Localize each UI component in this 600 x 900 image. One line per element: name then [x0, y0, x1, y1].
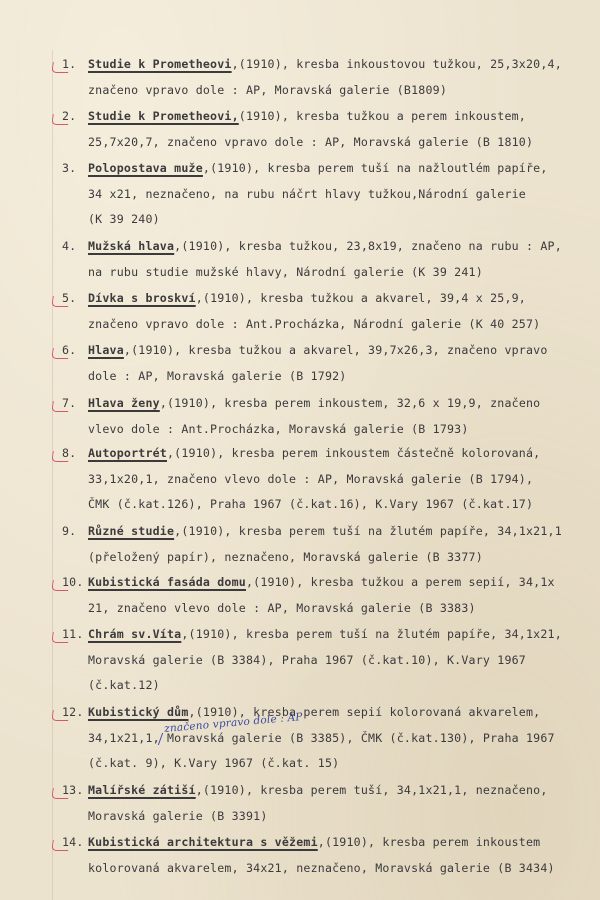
- entry-line-1: ,(1910), kresba tužkou a akvarel, 39,7x26,3, značeno vpravo: [123, 343, 548, 357]
- entry-number: 9.: [62, 524, 77, 538]
- entry-line-2: (přeložený papír), neznačeno, Moravská galerie (B 3377): [88, 549, 483, 564]
- entry-number: 11.: [62, 627, 84, 641]
- entry-number: 10.: [62, 575, 84, 589]
- entry-line-1: ,(1910), kresba tužkou, 23,8x19, značeno na rubu : AP,: [174, 239, 562, 253]
- catalog-entry-14: [62, 830, 600, 881]
- catalog-entry-3: [62, 156, 600, 233]
- entry-line-2: 34 x21, neznačeno, na rubu náčrt hlavy tužkou,Národní galerie: [88, 186, 526, 201]
- entry-number: 13.: [62, 783, 84, 797]
- catalog-entry-12: [62, 700, 600, 777]
- catalog-entry-5: [62, 286, 600, 337]
- entry-line-3: (č.kat.12): [88, 678, 160, 693]
- catalog-entry-8: [62, 441, 600, 518]
- entry-title: Různé studie: [88, 524, 175, 538]
- catalog-entry-10: [62, 570, 600, 621]
- catalog-entry-2: [62, 104, 600, 155]
- entry-line-2: 33,1x20,1, značeno vlevo dole : AP, Moravská galerie (B 1794),: [88, 471, 534, 486]
- entry-line-1: ,(1910), kresba tužkou a akvarel, 39,4 x 25,9,: [195, 291, 526, 305]
- red-check-mark: [51, 840, 70, 851]
- entry-line-1: ,(1910), kresba perem tuší, 34,1x21,1, neznačeno,: [195, 783, 548, 797]
- entry-title: Chrám sv.Víta: [88, 627, 182, 641]
- entry-line-2: značeno vpravo dole : Ant.Procházka, Národní galerie (K 40 257): [88, 316, 541, 331]
- entry-title: Kubistická architektura s věžemi: [88, 835, 318, 849]
- catalog-entry-7: [62, 391, 600, 442]
- entry-line-1: ,(1910), kresba perem tuší na žlutém papíře, 34,1x21,: [181, 627, 562, 641]
- entry-line-2: na rubu studie mužské hlavy, Národní galerie (K 39 241): [88, 264, 483, 279]
- entry-line-1: ,(1910), kresba perem inkoustem: [317, 835, 541, 849]
- entry-line-1: ,(1910), kresba perem sepií kolorovaná akvarelem,: [188, 705, 541, 719]
- red-check-mark: [51, 580, 70, 591]
- red-check-mark: [51, 401, 70, 412]
- entry-title: Kubistický dům: [88, 705, 189, 719]
- entry-number: 6.: [62, 343, 77, 357]
- entry-title: Kubistická fasáda domu: [88, 575, 246, 589]
- red-check-mark: [51, 62, 70, 73]
- entry-line-2: značeno vpravo dole : AP, Moravská galerie (B1809): [88, 82, 448, 97]
- entry-title: Malířské zátiší: [88, 783, 196, 797]
- entry-number: 3.: [62, 161, 77, 175]
- red-check-mark: [51, 632, 70, 643]
- entry-line-2: 21, značeno vlevo dole : AP, Moravská galerie (B 3383): [88, 600, 476, 615]
- entry-line-1: ,(1910), kresba perem inkoustem částečně kolorovaná,: [166, 446, 541, 460]
- catalog-entry-6: [62, 338, 600, 389]
- entry-number: 2.: [62, 109, 77, 123]
- handwritten-insertion: značeno vpravo dole : AP: [163, 710, 304, 736]
- red-check-mark: [51, 451, 70, 462]
- entry-line-3: ČMK (č.kat.126), Praha 1967 (č.kat.16), K.Vary 1967 (č.kat.17): [88, 497, 534, 512]
- entry-title: Dívka s broskví: [88, 291, 196, 305]
- catalog-entry-11: [62, 622, 600, 699]
- entry-title: Mužská hlava: [88, 239, 175, 253]
- entry-number: 7.: [62, 396, 77, 410]
- catalog-entry-1: [62, 52, 600, 103]
- entry-number: 8.: [62, 446, 77, 460]
- red-check-mark: [51, 788, 70, 799]
- entry-title: Polopostava muže: [88, 161, 203, 175]
- entry-line-2: dole : AP, Moravská galerie (B 1792): [88, 368, 347, 383]
- entry-line-1: ,(1910), kresba inkoustovou tužkou, 25,3x20,4,: [231, 57, 562, 71]
- red-check-mark: [51, 348, 70, 359]
- entry-line-2: Moravská galerie (B 3391): [88, 808, 268, 823]
- entry-title: Studie k Prometheovi: [88, 57, 232, 71]
- entry-line-2: 34,1x21,1, Moravská galerie (B 3385), ČMK (č.kat.130), Praha 1967: [88, 730, 555, 745]
- margin-guide: [52, 50, 53, 900]
- red-check-mark: [51, 296, 70, 307]
- red-check-mark: [51, 114, 70, 125]
- entry-line-1: ,(1910), kresba tužkou a perem sepií, 34,1x: [245, 575, 555, 589]
- entry-line-1: ,(1910), kresba perem tuší na nažloutlém papíře,: [202, 161, 548, 175]
- entry-line-1: ,(1910), kresba perem inkoustem, 32,6 x 19,9, značeno: [159, 396, 541, 410]
- entry-title: Hlava ženy: [88, 396, 160, 410]
- entry-title: Studie k Prometheovi,: [88, 109, 239, 123]
- entry-number: 5.: [62, 291, 77, 305]
- entry-number: 12.: [62, 705, 84, 719]
- entry-title: Autoportrét: [88, 446, 167, 460]
- catalog-entry-13: [62, 778, 600, 829]
- entry-line-2: kolorovaná akvarelem, 34x21, neznačeno, Moravská galerie (B 3434): [88, 860, 555, 875]
- entry-line-2: Moravská galerie (B 3384), Praha 1967 (č.kat.10), K.Vary 1967: [88, 652, 526, 667]
- entry-number: 1.: [62, 57, 77, 71]
- entry-line-1: ,(1910), kresba perem tuší na žlutém papíře, 34,1x21,1: [174, 524, 562, 538]
- entry-line-2: vlevo dole : Ant.Procházka, Moravská galerie (B 1793): [88, 421, 469, 436]
- entry-title: Hlava: [88, 343, 124, 357]
- entry-line-1: (1910), kresba tužkou a perem inkoustem,: [238, 109, 526, 123]
- red-check-mark: [51, 710, 70, 721]
- catalog-entry-4: [62, 234, 600, 285]
- entry-line-3: (K 39 240): [88, 212, 160, 227]
- entry-line-3: (č.kat. 9), K.Vary 1967 (č.kat. 15): [88, 756, 340, 771]
- entry-line-2: 25,7x20,7, značeno vpravo dole : AP, Moravská galerie (B 1810): [88, 134, 534, 149]
- entry-number: 4.: [62, 239, 77, 253]
- catalog-entry-9: [62, 519, 600, 570]
- entry-number: 14.: [62, 835, 84, 849]
